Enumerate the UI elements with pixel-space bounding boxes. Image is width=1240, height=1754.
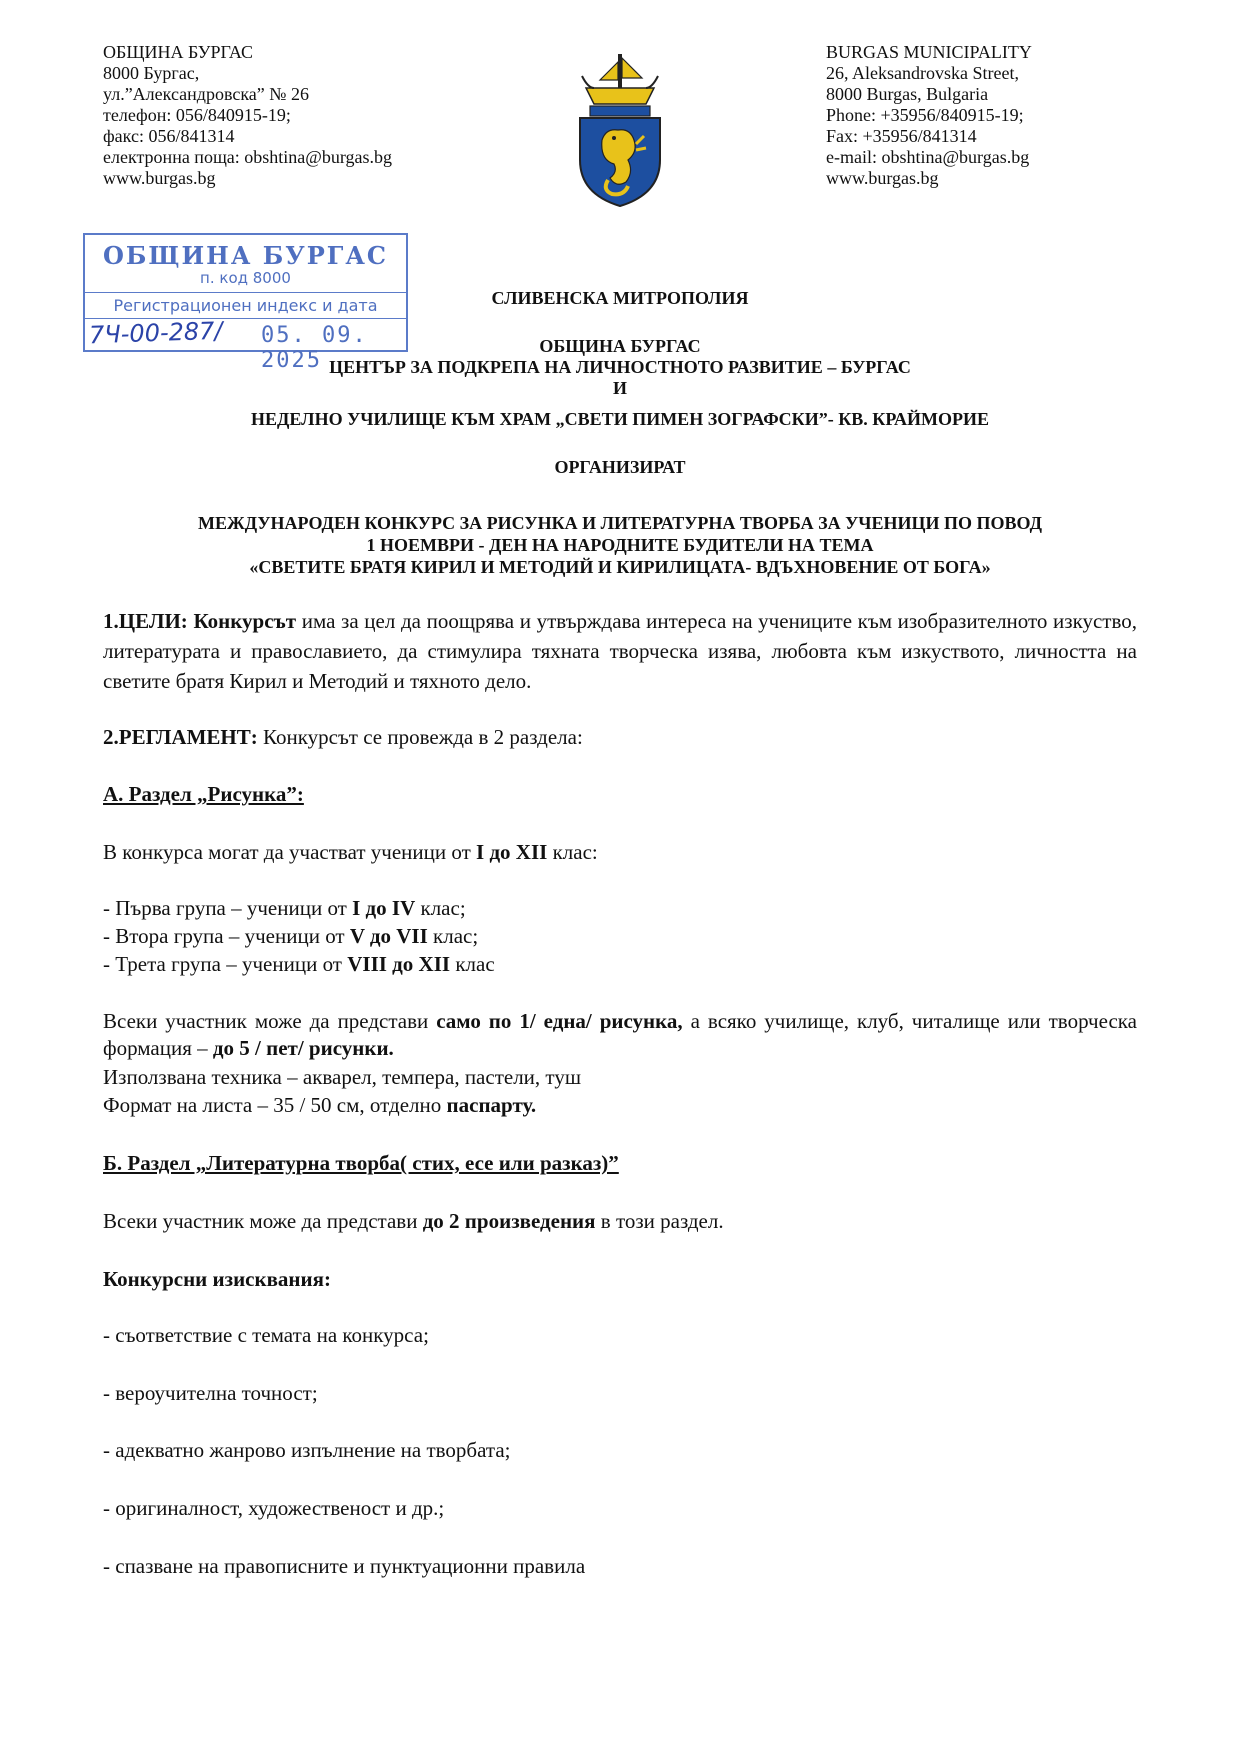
rules-text: Конкурсът се провежда в 2 раздела:	[257, 725, 583, 749]
submission-limit-school: до 5 / пет/ рисунки.	[212, 1036, 394, 1060]
group-tail: клас;	[415, 896, 466, 920]
org-personal-development-center: ЦЕНТЪР ЗА ПОДКРЕПА НА ЛИЧНОСТНОТО РАЗВИТИЕ – БУРГАС	[329, 357, 911, 377]
goals-bold-word: Конкурсът	[193, 609, 297, 633]
org-and: И	[612, 378, 627, 398]
section-b-tail: в този раздел.	[595, 1209, 724, 1233]
stamp-title: ОБЩИНА БУРГАС	[103, 241, 388, 270]
group-item	[103, 951, 1137, 978]
goals-paragraph	[103, 606, 1137, 696]
group-classes: V до VII	[349, 924, 428, 948]
section-b-text: Всеки участник може да представи	[103, 1209, 423, 1233]
section-b-heading: Б. Раздел „Литературна творба( стих, есе или разказ)”	[103, 1151, 619, 1175]
header-left-contacts	[103, 42, 392, 189]
rules-paragraph	[103, 724, 1137, 751]
group-text: - Втора група – ученици от	[103, 924, 350, 948]
header-right-line: Phone: +35956/840915-19;	[826, 105, 1024, 125]
header-right-contacts	[826, 42, 1032, 189]
group-tail: клас	[450, 952, 495, 976]
section-a-technique: Използвана техника – акварел, темпера, пастели, туш	[103, 1065, 581, 1089]
header-right-line: 8000 Burgas, Bulgaria	[826, 84, 989, 104]
header-right-line: Fax: +35956/841314	[826, 126, 977, 146]
stamp-postal-code: п. код 8000	[200, 269, 291, 287]
requirement-item: - спазване на правописните и пунктуационни правила	[103, 1554, 586, 1578]
format-text: Формат на листа – 35 / 50 см, отделно	[103, 1093, 447, 1117]
stamp-label: Регистрационен индекс и дата	[113, 296, 378, 315]
submission-text: Всеки участник може да представи	[103, 1009, 437, 1033]
organize-heading: ОРГАНИЗИРАТ	[554, 457, 686, 477]
header-left-line: факс: 056/841314	[103, 126, 235, 146]
section-a-heading: А. Раздел „Рисунка”:	[103, 782, 304, 806]
group-item	[103, 923, 1137, 950]
header-right-line: BURGAS MUNICIPALITY	[826, 42, 1032, 62]
section-a-heading-row	[103, 781, 1137, 808]
header-right-line: www.burgas.bg	[826, 168, 939, 188]
stamp-date: 05. 09. 2025	[261, 323, 368, 373]
org-burgas-municipality: ОБЩИНА БУРГАС	[539, 336, 701, 356]
requirements-heading-text: Конкурсни изисквания:	[103, 1267, 331, 1291]
header-right-line: e-mail: obshtina@burgas.bg	[826, 147, 1030, 167]
goals-label: 1.ЦЕЛИ:	[103, 609, 188, 633]
header-left-line: електронна поща: obshtina@burgas.bg	[103, 147, 393, 167]
stamp-registration-number: 7Ч-00-287/	[88, 316, 223, 350]
requirement-item: - вероучителна точност;	[103, 1381, 318, 1405]
org-sliven-metropolis: СЛИВЕНСКА МИТРОПОЛИЯ	[491, 288, 749, 308]
group-tail: клас;	[427, 924, 479, 948]
header-left-line: www.burgas.bg	[103, 168, 216, 188]
contest-title-line-3: «СВЕТИТЕ БРАТЯ КИРИЛ И МЕТОДИЙ И КИРИЛИЦАТА- ВДЪХНОВЕНИЕ ОТ БОГА»	[249, 557, 991, 577]
group-text: - Трета група – ученици от	[103, 952, 348, 976]
header-left-line: телефон: 056/840915-19;	[103, 105, 291, 125]
submission-limit-individual: само по 1/ една/ рисунка,	[436, 1009, 683, 1033]
requirement-item: - адекватно жанрово изпълнение на творбата;	[103, 1438, 511, 1462]
group-item	[103, 895, 1137, 922]
header-left-line: ул.”Александровска” № 26	[103, 84, 309, 104]
header-left-line: 8000 Бургас,	[103, 63, 200, 83]
burgas-coat-of-arms-icon	[572, 48, 668, 208]
section-b-submission	[103, 1208, 1137, 1235]
section-a-submission-rules	[103, 1008, 1137, 1062]
goals-text: има за цел да поощрява и утвърждава интереса на учениците към изобразителното изкуство, литературата и православието, да стимулира тяхната творческа изява, любовта към изкуството, личността на светите братя Кирил и Методий и тяхното дело.	[103, 609, 1138, 693]
format-bold: паспарту.	[446, 1093, 537, 1117]
section-a-intro-tail: клас:	[547, 840, 598, 864]
header-left-line: ОБЩИНА БУРГАС	[103, 42, 254, 62]
section-b-heading-row	[103, 1150, 1137, 1177]
requirement-item: - съответствие с темата на конкурса;	[103, 1323, 429, 1347]
group-classes: VIII до XII	[347, 952, 451, 976]
requirements-heading	[103, 1266, 1137, 1293]
group-text: - Първа група – ученици от	[103, 896, 353, 920]
section-b-limit: до 2 произведения	[422, 1209, 596, 1233]
section-a-intro-text: В конкурса могат да участват ученици от	[103, 840, 477, 864]
contest-title-line-1: МЕЖДУНАРОДЕН КОНКУРС ЗА РИСУНКА И ЛИТЕРАТУРНА ТВОРБА ЗА УЧЕНИЦИ ПО ПОВОД	[197, 513, 1043, 533]
org-sunday-school: НЕДЕЛНО УЧИЛИЩЕ КЪМ ХРАМ „СВЕТИ ПИМЕН ЗОГРАФСКИ”- КВ. КРАЙМОРИЕ	[251, 409, 989, 429]
section-a-intro-bold: I до XII	[476, 840, 548, 864]
header-right-line: 26, Aleksandrovska Street,	[826, 63, 1019, 83]
section-a-format	[103, 1092, 1137, 1119]
requirement-item: - оригиналност, художественост и др.;	[103, 1496, 445, 1520]
section-a-intro	[103, 839, 1137, 866]
submission-text-mid: а всяко училище, клуб, читалище или творческа формация –	[103, 1009, 1137, 1060]
contest-title-line-2: 1 НОЕМВРИ - ДЕН НА НАРОДНИТЕ БУДИТЕЛИ НА ТЕМА	[366, 535, 874, 555]
group-classes: I до IV	[352, 896, 416, 920]
rules-label: 2.РЕГЛАМЕНТ:	[103, 725, 258, 749]
